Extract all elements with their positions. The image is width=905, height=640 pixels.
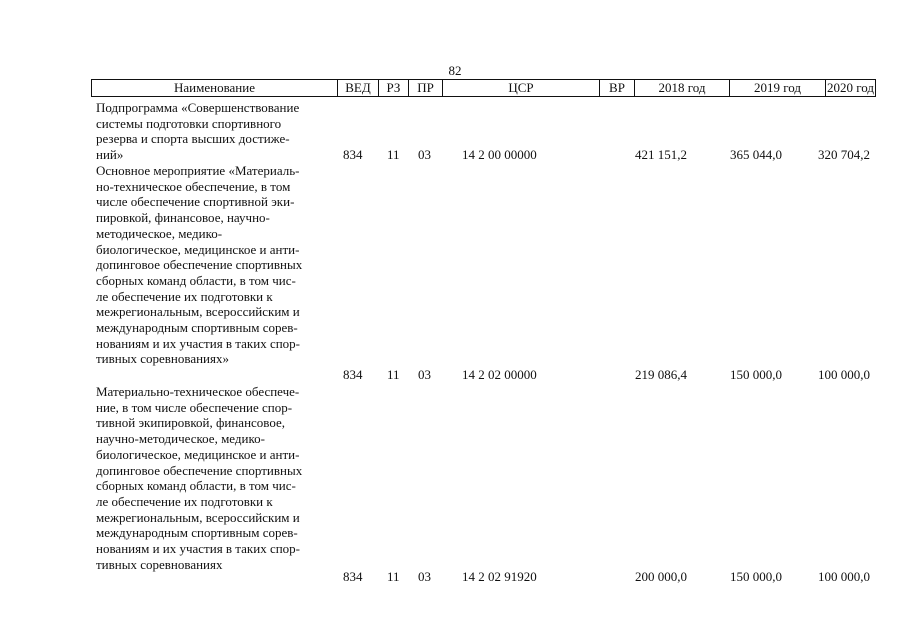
row-pr: 03 (418, 569, 431, 584)
row-rz: 11 (387, 147, 400, 162)
header-pr: ПР (409, 80, 443, 96)
header-2020: 2020 год (827, 80, 874, 95)
row-2020: 100 000,0 (818, 367, 870, 382)
row-csr: 14 2 02 91920 (462, 569, 537, 584)
header-ved: ВЕД (338, 80, 379, 96)
row-2020: 320 704,2 (818, 147, 870, 162)
row-name: Подпрограмма «Совершенствование системы подготовки спортивного резерва и спорта высших достиже- ний» (96, 100, 300, 163)
row-2018: 219 086,4 (635, 367, 687, 382)
row-name: Материально-техническое обеспече- ние, в том числе обеспечение спор- тивной экипировкой, финансовое, научно-методическое, медико- биологическое, медицинское и анти- допинговое обеспечение спортивных сборных команд области, в том чис- ле обеспечение их подготовки к межрегиональным, всероссийским и международным спортивным сорев- нованиям и их участия в таких спор- тивных соревнованиях (96, 384, 303, 572)
row-2019: 150 000,0 (730, 569, 782, 584)
row-pr: 03 (418, 367, 431, 382)
row-ved: 834 (343, 367, 363, 382)
row-name: Основное мероприятие «Материаль- но-техническое обеспечение, в том числе обеспечение спортивной эки- пировкой, финансовое, научно- методическое, медико- биологическое, медицинское и анти- допинговое обеспечение спортивных сборных команд области, в том чис- ле обеспечение их подготовки к межрегиональным, всероссийским и международным спортивным сорев- нованиям и их участия в таких спор- тивных соревнованиях» (96, 163, 303, 367)
row-csr: 14 2 00 00000 (462, 147, 537, 162)
row-ved: 834 (343, 569, 363, 584)
row-pr: 03 (418, 147, 431, 162)
row-2020: 100 000,0 (818, 569, 870, 584)
header-rz: РЗ (379, 80, 409, 96)
header-csr: ЦСР (443, 80, 600, 96)
row-2019: 150 000,0 (730, 367, 782, 382)
page-number: 82 (448, 63, 462, 78)
row-2018: 200 000,0 (635, 569, 687, 584)
header-2018: 2018 год (635, 80, 730, 96)
header-name: Наименование (92, 80, 338, 96)
header-vr: ВР (600, 80, 635, 96)
row-csr: 14 2 02 00000 (462, 367, 537, 382)
row-ved: 834 (343, 147, 363, 162)
row-rz: 11 (387, 367, 400, 382)
row-2018: 421 151,2 (635, 147, 687, 162)
table-header (91, 79, 876, 97)
header-2019: 2019 год (730, 80, 826, 96)
row-rz: 11 (387, 569, 400, 584)
row-2019: 365 044,0 (730, 147, 782, 162)
